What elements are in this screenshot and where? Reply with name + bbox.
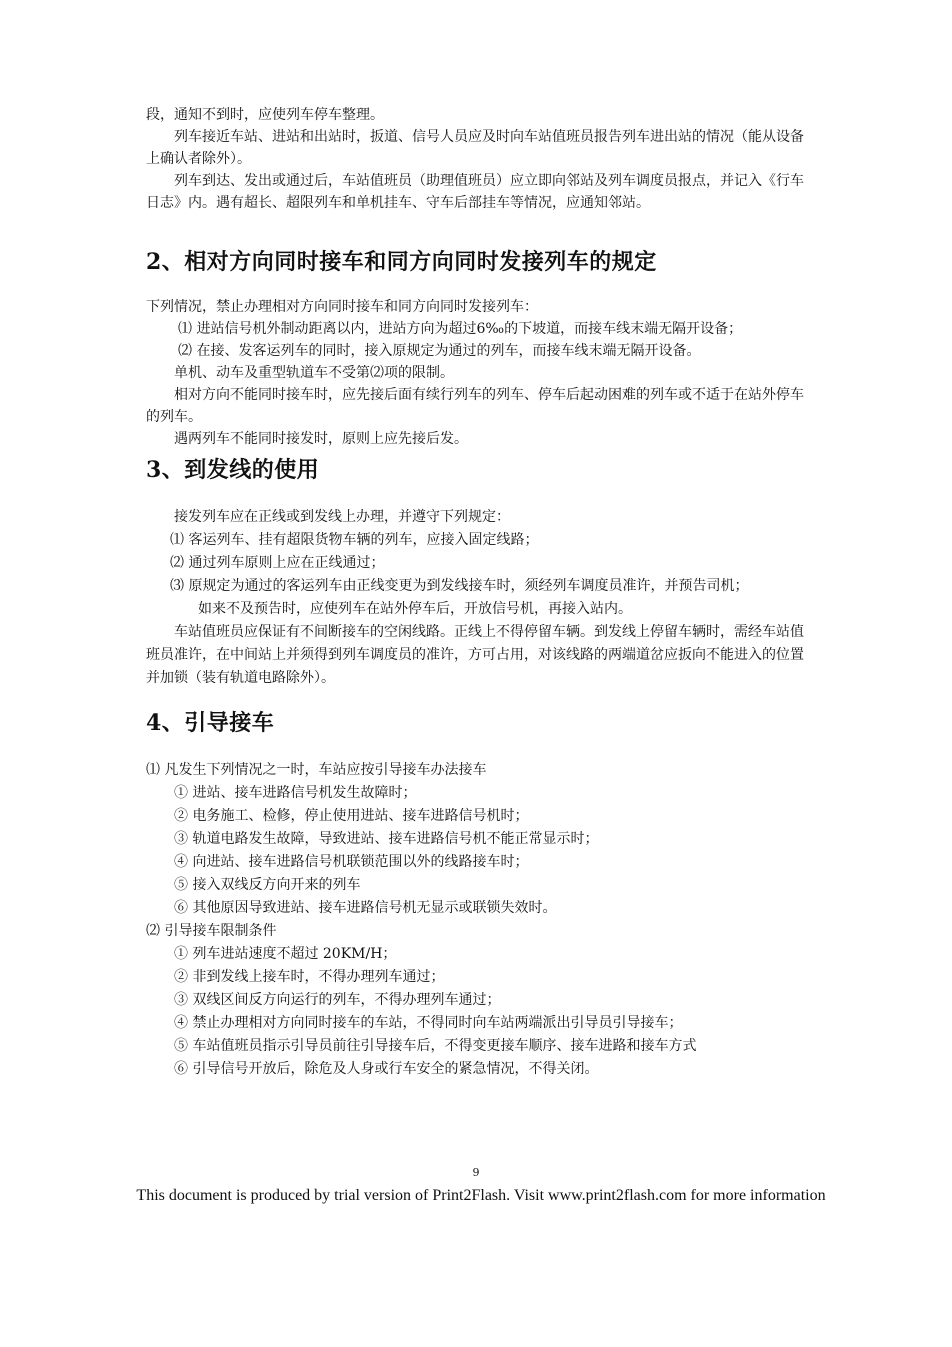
section-4-body [146,759,810,1081]
section-3-body [146,506,810,690]
intro-paragraph-2: 列车接近车站、进站和出站时，扳道、信号人员应及时向车站值班员报告列车进出站的情况（能从设备上确认者除外）。 [146,129,804,167]
list-item: ② 电务施工、检修，停止使用进站、接车进路信号机时； [174,808,529,824]
section-2-lead: 下列情况，禁止办理相对方向同时接车和同方向同时发接列车： [146,299,538,315]
list-item: ① 进站、接车进路信号机发生故障时； [174,785,417,801]
section-2-item-1: ⑴ 进站信号机外制动距离以内，进站方向为超过6‰的下坡道，而接车线末端无隔开设备； [178,321,743,337]
section-4-list-2 [146,943,810,1081]
section-2-heading: 2、相对方向同时接车和同方向同时发接列车的规定 [146,249,657,275]
list-item: ⑥ 引导信号开放后，除危及人身或行车安全的紧急情况，不得关闭。 [174,1061,599,1077]
section-3-lead: 接发列车应在正线或到发线上办理，并遵守下列规定： [174,509,510,525]
section-4-lead-2: ⑵ 引导接车限制条件 [146,923,277,939]
list-item: ① 列车进站速度不超过 20KM/H； [174,946,397,962]
intro-paragraph-1: 段，通知不到时，应使列车停车整理。 [146,107,384,123]
section-3-item-3-continued: 如来不及预告时，应使列车在站外停车后，开放信号机，再接入站内。 [198,601,632,617]
section-3-item-1: ⑴ 客运列车、挂有超限货物车辆的列车，应接入固定线路； [170,532,539,548]
section-2-note-2: 相对方向不能同时接车时，应先接后面有续行列车的列车、停车后起动困难的列车或不适于在站外停车的列车。 [146,387,804,425]
section-2-note-3: 遇两列车不能同时接发时，原则上应先接后发。 [174,431,468,447]
section-2-note-1: 单机、动车及重型轨道车不受第⑵项的限制。 [174,365,454,381]
section-4-lead-1: ⑴ 凡发生下列情况之一时，车站应按引导接车办法接车 [146,762,487,778]
section-3-item-2: ⑵ 通过列车原则上应在正线通过； [170,555,385,571]
intro-paragraph-3: 列车到达、发出或通过后，车站值班员（助理值班员）应立即向邻站及列车调度员报点，并记入《行车日志》内。遇有超长、超限列车和单机挂车、守车后部挂车等情况，应通知邻站。 [146,173,804,211]
section-2-body [146,296,810,450]
section-3-item-3: ⑶ 原规定为通过的客运列车由正线变更为到发线接车时，须经列车调度员准许，并预告司机； [170,578,749,594]
list-item: ④ 向进站、接车进路信号机联锁范围以外的线路接车时； [174,854,529,870]
list-item: ④ 禁止办理相对方向同时接车的车站，不得同时向车站两端派出引导员引导接车； [174,1015,683,1031]
section-2-item-2: ⑵ 在接、发客运列车的同时，接入原规定为通过的列车，而接车线末端无隔开设备。 [178,343,701,359]
list-item: ⑥ 其他原因导致进站、接车进路信号机无显示或联锁失效时。 [174,900,557,916]
list-item: ② 非到发线上接车时，不得办理列车通过； [174,969,445,985]
list-item: ⑤ 车站值班员指示引导员前往引导接车后，不得变更接车顺序、接车进路和接车方式 [174,1038,697,1054]
list-item: ③ 双线区间反方向运行的列车，不得办理列车通过； [174,992,501,1008]
section-3-paragraph: 车站值班员应保证有不间断接车的空闲线路。正线上不得停留车辆。到发线上停留车辆时，需经车站值班员准许，在中间站上并须得到列车调度员的准许，方可占用，对该线路的两端道岔应扳向不能进入的位置并加锁（装有轨道电路除外）。 [146,624,804,686]
section-4-list-1 [146,782,810,920]
intro-block [146,104,810,214]
list-item: ③ 轨道电路发生故障，导致进站、接车进路信号机不能正常显示时； [174,831,599,847]
list-item: ⑤ 接入双线反方向开来的列车 [174,877,361,893]
page-number: 9 [472,1166,480,1179]
section-3-heading: 3、到发线的使用 [146,457,320,483]
trial-version-footer: This document is produced by trial version of Print2Flash. Visit www.print2flash.com for more information [136,1187,826,1204]
section-4-heading: 4、引导接车 [146,710,275,736]
